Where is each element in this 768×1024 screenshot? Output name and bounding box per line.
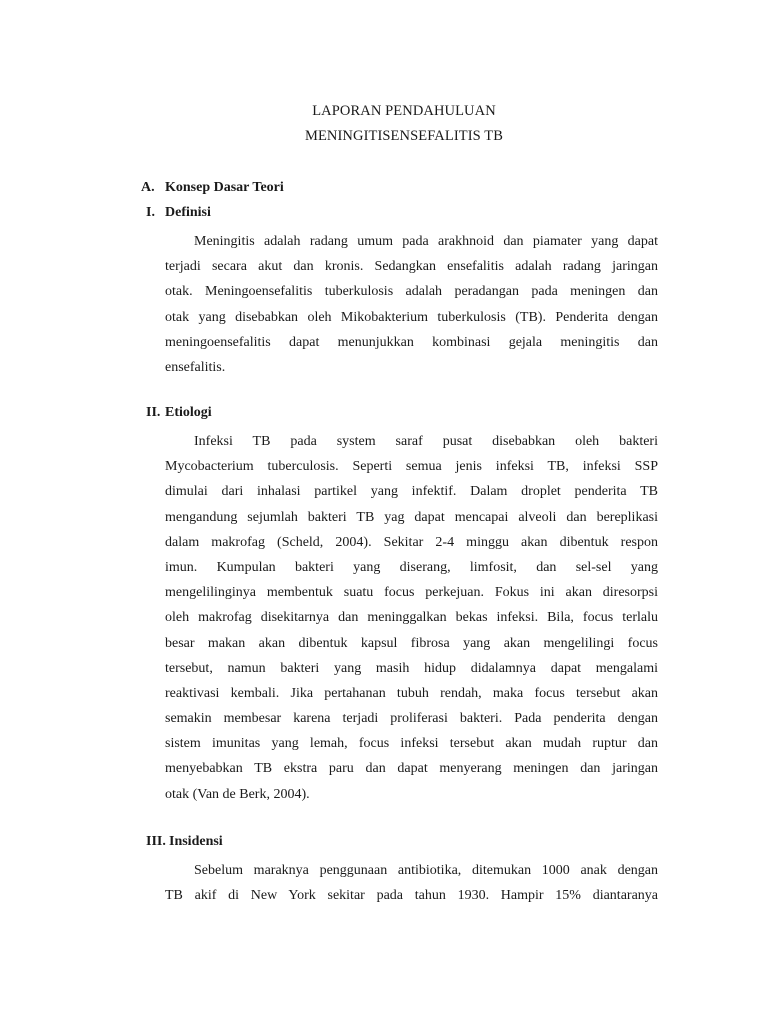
section-a-title: Konsep Dasar Teori (165, 180, 284, 195)
section-3-heading (146, 834, 223, 850)
section-1-title: Definisi (165, 205, 211, 220)
paragraph-line: mengandung sejumlah bakteri TB yag dapat mencapai alveoli dan bereplikasi (165, 509, 658, 525)
section-a-heading (141, 180, 284, 196)
section-3-paragraph (165, 858, 658, 908)
section-2-heading (146, 405, 212, 421)
paragraph-line: Mycobacterium tuberculosis. Seperti semua jenis infeksi TB, infeksi SSP (165, 459, 658, 475)
paragraph-line: Meningitis adalah radang umum pada arakhnoid dan piamater yang dapat (194, 234, 658, 249)
paragraph-line: besar makan akan dibentuk kapsul fibrosa yang akan mengelilingi focus (165, 635, 658, 651)
paragraph-line: otak. Meningoensefalitis tuberkulosis adalah peradangan pada meningen dan (165, 284, 658, 300)
paragraph-line: menyebabkan TB ekstra paru dan dapat menyerang meningen dan jaringan (165, 761, 658, 777)
paragraph-line: oleh makrofag disekitarnya dan meninggalkan bekas infeksi. Bila, focus terlalu (165, 610, 658, 626)
section-2-number: II. (146, 405, 161, 420)
document-title-line-2: MENINGITISENSEFALITIS TB (304, 128, 503, 144)
paragraph-line: meningoensefalitis dapat menunjukkan kombinasi gejala meningitis dan (165, 334, 658, 350)
paragraph-line: dimulai dari inhalasi partikel yang infektif. Dalam droplet penderita TB (165, 484, 658, 500)
paragraph-line: Infeksi TB pada system saraf pusat disebabkan oleh bakteri (194, 434, 658, 449)
section-a-number: A. (141, 180, 155, 195)
section-1-paragraph (165, 229, 658, 380)
paragraph-line: dalam makrofag (Scheld, 2004). Sekitar 2-4 minggu akan dibentuk respon (165, 534, 658, 550)
section-3-title: Insidensi (169, 834, 223, 849)
paragraph-line: otak (Van de Berk, 2004). (165, 786, 310, 802)
paragraph-line: reaktivasi kembali. Jika pertahanan tubuh rendah, maka focus tersebut akan (165, 685, 658, 701)
section-1-heading (146, 205, 211, 221)
paragraph-line: mengelilinginya membentuk suatu focus perkejuan. Fokus ini akan diresorpsi (165, 585, 658, 601)
paragraph-line: TB akif di New York sekitar pada tahun 1930. Hampir 15% diantaranya (165, 888, 658, 904)
paragraph-line: terjadi secara akut dan kronis. Sedangkan ensefalitis adalah radang jaringan (165, 259, 658, 275)
paragraph-line: imun. Kumpulan bakteri yang diserang, limfosit, dan sel-sel yang (165, 559, 658, 575)
paragraph-line: Sebelum maraknya penggunaan antibiotika, ditemukan 1000 anak dengan (194, 863, 658, 878)
paragraph-line: ensefalitis. (165, 359, 226, 375)
document-title-line-1: LAPORAN PENDAHULUAN (312, 103, 496, 119)
section-3-number: III. (146, 834, 166, 849)
section-1-number: I. (146, 205, 155, 220)
paragraph-line: semakin membesar karena terjadi proliferasi bakteri. Pada penderita dengan (165, 711, 658, 727)
paragraph-line: otak yang disebabkan oleh Mikobakterium tuberkulosis (TB). Penderita dengan (165, 309, 658, 325)
section-2-title: Etiologi (165, 405, 212, 420)
paragraph-line: tersebut, namun bakteri yang masih hidup didalamnya dapat mengalami (165, 660, 658, 676)
paragraph-line: sistem imunitas yang lemah, focus infeksi tersebut akan mudah ruptur dan (165, 736, 658, 752)
section-2-paragraph (165, 429, 658, 807)
